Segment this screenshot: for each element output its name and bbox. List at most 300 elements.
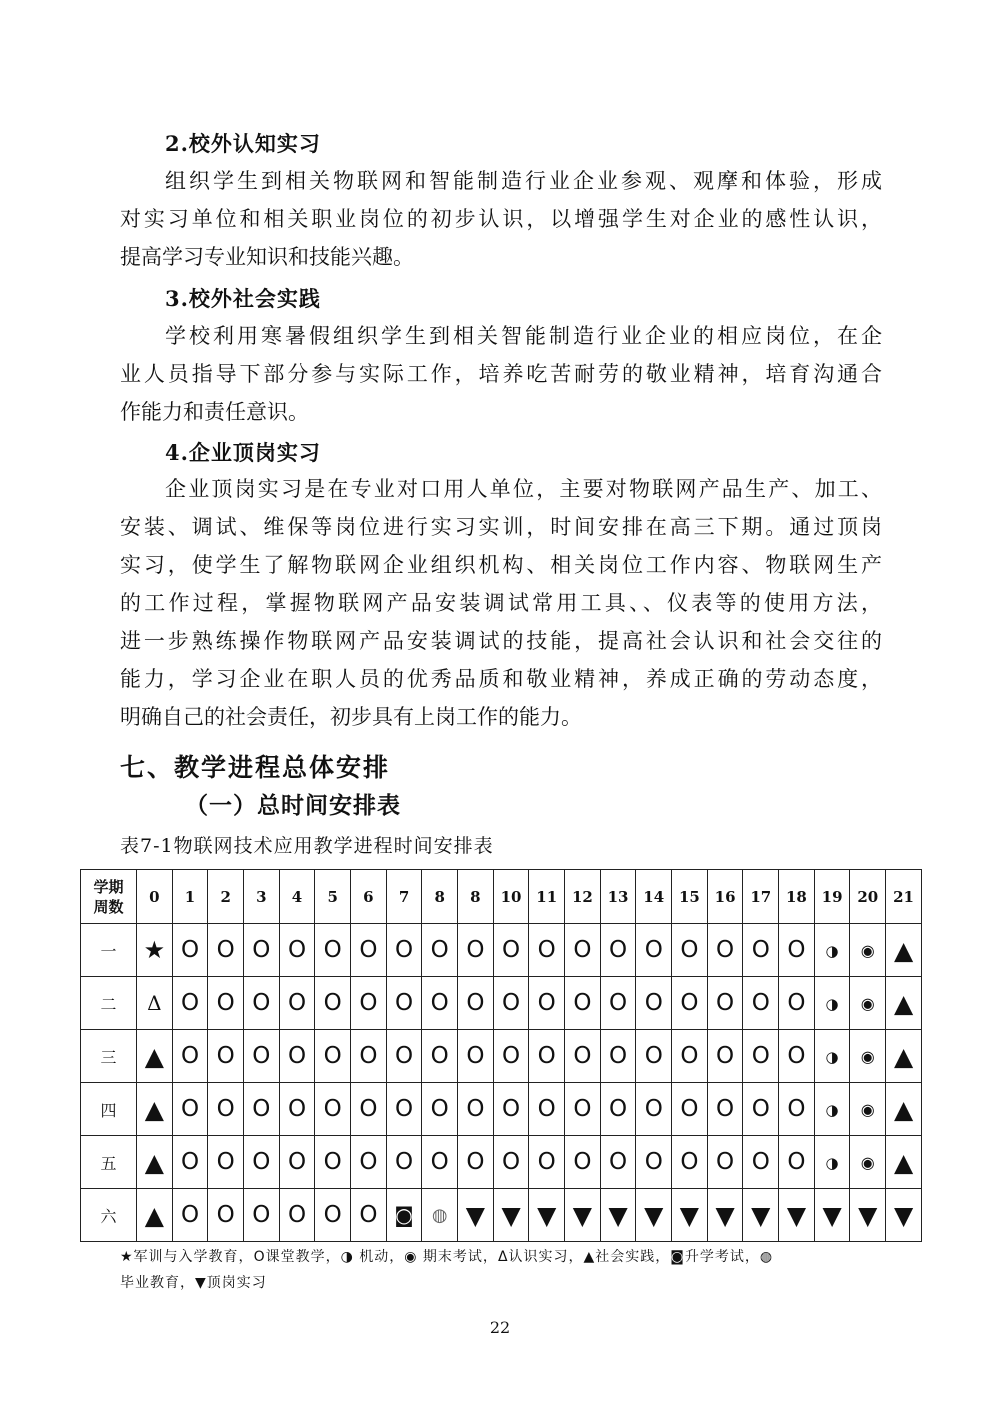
lesson-circle-icon: O xyxy=(287,1096,307,1122)
lesson-circle-icon: O xyxy=(502,990,521,1016)
schedule-cell xyxy=(493,977,529,1030)
lesson-circle-icon: O xyxy=(394,937,414,963)
schedule-cell xyxy=(672,977,708,1030)
week-header-cell: 6 xyxy=(351,870,387,924)
schedule-cell xyxy=(458,1083,494,1136)
lesson-circle-icon: O xyxy=(502,1043,521,1069)
lesson-circle-icon: O xyxy=(644,990,663,1016)
lesson-circle-icon: O xyxy=(394,990,414,1016)
schedule-cell xyxy=(244,1136,280,1189)
lesson-circle-icon: O xyxy=(430,1149,449,1175)
schedule-cell xyxy=(600,977,636,1030)
schedule-cell xyxy=(707,924,743,977)
lesson-circle-icon: O xyxy=(323,937,342,963)
week-header-cell: 13 xyxy=(600,870,636,924)
term-label-cell: 四 xyxy=(81,1083,137,1136)
paragraph-line: 进一步熟练操作物联网产品安装调试的技能，提高社会认识和社会交往的 xyxy=(120,629,882,653)
schedule-cell xyxy=(886,1136,922,1189)
schedule-cell xyxy=(244,1030,280,1083)
lesson-circle-icon: O xyxy=(609,1096,628,1122)
lesson-circle-icon: O xyxy=(716,937,735,963)
schedule-cell xyxy=(814,1189,850,1242)
schedule-cell xyxy=(244,924,280,977)
schedule-cell xyxy=(351,1083,387,1136)
schedule-cell xyxy=(672,1136,708,1189)
table-legend xyxy=(120,1244,890,1296)
lesson-circle-icon: O xyxy=(430,937,449,963)
down-triangle-icon: ▼ xyxy=(858,1200,878,1230)
schedule-cell xyxy=(529,1030,565,1083)
schedule-cell xyxy=(315,1189,351,1242)
lesson-circle-icon: O xyxy=(359,937,378,963)
down-triangle-icon: ▼ xyxy=(751,1200,771,1230)
week-header-cell: 8 xyxy=(458,870,494,924)
table-row xyxy=(81,1189,922,1242)
table-row xyxy=(81,1136,922,1189)
lesson-circle-icon: O xyxy=(787,937,806,963)
lesson-circle-icon: O xyxy=(609,1149,628,1175)
schedule-cell xyxy=(779,1136,815,1189)
schedule-cell xyxy=(779,977,815,1030)
lesson-circle-icon: O xyxy=(751,1096,770,1122)
schedule-cell xyxy=(244,1189,280,1242)
schedule-cell xyxy=(315,977,351,1030)
half-circle-icon: ◑ xyxy=(825,1100,839,1119)
legend-item: ◙升学考试， xyxy=(670,1249,760,1265)
schedule-cell xyxy=(707,1083,743,1136)
schedule-cell xyxy=(743,1030,779,1083)
schedule-cell xyxy=(386,1136,422,1189)
schedule-cell xyxy=(850,1030,886,1083)
lesson-circle-icon: O xyxy=(252,1202,271,1228)
schedule-cell xyxy=(814,1083,850,1136)
week-header-cell: 10 xyxy=(493,870,529,924)
schedule-cell xyxy=(814,1136,850,1189)
schedule-cell xyxy=(850,1083,886,1136)
lesson-circle-icon: O xyxy=(716,1043,735,1069)
week-header-cell: 4 xyxy=(279,870,315,924)
lesson-circle-icon: O xyxy=(466,1043,485,1069)
schedule-cell xyxy=(707,1189,743,1242)
week-header-cell: 1 xyxy=(172,870,208,924)
schedule-cell xyxy=(600,1083,636,1136)
schedule-cell xyxy=(886,1030,922,1083)
legend-item: ◍ xyxy=(759,1249,774,1265)
schedule-cell xyxy=(386,977,422,1030)
legend-item: ◉ 期末考试， xyxy=(404,1249,498,1265)
lesson-circle-icon: O xyxy=(323,1149,342,1175)
lesson-circle-icon: O xyxy=(573,990,592,1016)
lesson-circle-icon: O xyxy=(216,1043,235,1069)
schedule-cell xyxy=(172,1083,208,1136)
schedule-cell xyxy=(386,1189,422,1242)
fisheye-icon: ◉ xyxy=(860,993,875,1013)
lesson-circle-icon: O xyxy=(466,990,485,1016)
week-header-cell: 15 xyxy=(672,870,708,924)
schedule-cell xyxy=(672,1189,708,1242)
lesson-circle-icon: O xyxy=(216,1149,235,1175)
lesson-circle-icon: O xyxy=(751,990,770,1016)
week-header-cell: 18 xyxy=(779,870,815,924)
schedule-cell xyxy=(493,924,529,977)
lesson-circle-icon: O xyxy=(252,1096,271,1122)
table-row xyxy=(81,977,922,1030)
schedule-cell xyxy=(707,1136,743,1189)
lesson-circle-icon: O xyxy=(359,1096,378,1122)
half-circle-icon: ◑ xyxy=(825,1047,839,1066)
lesson-circle-icon: O xyxy=(537,1096,556,1122)
paragraph-line: 能力，学习企业在职人员的优秀品质和敬业精神，养成正确的劳动态度， xyxy=(120,667,882,691)
delta-icon: Δ xyxy=(147,991,162,1015)
lesson-circle-icon: O xyxy=(394,1096,414,1122)
lesson-circle-icon: O xyxy=(430,1096,449,1122)
paragraph-line: 作能力和责任意识。 xyxy=(120,400,309,424)
schedule-cell xyxy=(850,1189,886,1242)
down-triangle-icon: ▼ xyxy=(679,1200,700,1230)
schedule-cell xyxy=(279,1189,315,1242)
schedule-cell xyxy=(422,1189,458,1242)
schedule-cell xyxy=(600,924,636,977)
lesson-circle-icon: O xyxy=(430,1043,449,1069)
paragraph-line: 组织学生到相关物联网和智能制造行业企业参观、观摩和体验，形成 xyxy=(165,169,882,193)
schedule-cell xyxy=(565,1136,601,1189)
schedule-cell xyxy=(351,924,387,977)
schedule-cell xyxy=(315,1136,351,1189)
lesson-circle-icon: O xyxy=(359,1149,378,1175)
lesson-circle-icon: O xyxy=(180,1096,200,1122)
schedule-cell xyxy=(386,924,422,977)
up-triangle-icon: ▲ xyxy=(893,1094,914,1124)
lesson-circle-icon: O xyxy=(359,990,378,1016)
schedule-cell xyxy=(493,1083,529,1136)
week-header-cell: 3 xyxy=(244,870,280,924)
schedule-cell xyxy=(315,1030,351,1083)
fisheye-icon: ◉ xyxy=(860,1152,875,1172)
schedule-cell xyxy=(636,1189,672,1242)
week-header-cell: 7 xyxy=(386,870,422,924)
term-label-cell: 五 xyxy=(81,1136,137,1189)
fisheye-icon: ◉ xyxy=(860,1099,875,1119)
down-triangle-icon: ▼ xyxy=(893,1200,914,1230)
schedule-cell xyxy=(529,924,565,977)
up-triangle-icon: ▲ xyxy=(893,1147,914,1177)
lesson-circle-icon: O xyxy=(180,1202,200,1228)
schedule-cell xyxy=(137,924,173,977)
week-header-cell: 19 xyxy=(814,870,850,924)
lesson-circle-icon: O xyxy=(216,990,235,1016)
schedule-cell xyxy=(137,1083,173,1136)
section-heading-2: 2.校外认知实习 xyxy=(165,131,321,156)
schedule-cell xyxy=(565,977,601,1030)
section-2-paragraph xyxy=(120,162,882,276)
hatched-circle-icon: ◍ xyxy=(431,1204,448,1226)
legend-item: Δ认识实习， xyxy=(497,1249,584,1265)
corner-term-label: 学期 xyxy=(93,877,124,896)
star-icon: ★ xyxy=(143,936,166,964)
lesson-circle-icon: O xyxy=(609,937,628,963)
schedule-cell xyxy=(886,977,922,1030)
schedule-cell xyxy=(636,1083,672,1136)
legend-item: ◑ 机动， xyxy=(340,1249,405,1265)
schedule-cell xyxy=(565,924,601,977)
term-label-cell: 二 xyxy=(81,977,137,1030)
lesson-circle-icon: O xyxy=(787,1043,806,1069)
lesson-circle-icon: O xyxy=(573,1043,592,1069)
paragraph-line: 明确自己的社会责任，初步具有上岗工作的能力。 xyxy=(120,705,582,729)
schedule-cell xyxy=(600,1189,636,1242)
schedule-cell xyxy=(315,1083,351,1136)
legend-line xyxy=(120,1270,890,1296)
schedule-cell xyxy=(672,1083,708,1136)
legend-item: 毕业教育， xyxy=(120,1275,195,1291)
lesson-circle-icon: O xyxy=(359,1202,378,1228)
schedule-cell xyxy=(707,1030,743,1083)
lesson-circle-icon: O xyxy=(609,990,628,1016)
schedule-cell xyxy=(422,1136,458,1189)
down-triangle-icon: ▼ xyxy=(572,1200,593,1230)
schedule-cell xyxy=(351,1189,387,1242)
lesson-circle-icon: O xyxy=(394,1149,414,1175)
section-3-paragraph xyxy=(120,317,882,431)
schedule-cell xyxy=(529,1083,565,1136)
schedule-cell xyxy=(422,924,458,977)
lesson-circle-icon: O xyxy=(680,1043,699,1069)
schedule-cell xyxy=(244,1083,280,1136)
legend-item: ▼顶岗实习 xyxy=(195,1275,267,1291)
lesson-circle-icon: O xyxy=(252,1043,271,1069)
corner-week-label: 周数 xyxy=(93,897,124,916)
paragraph-line: 的工作过程，掌握物联网产品安装调试常用工具、、仪表等的使用方法， xyxy=(120,591,882,615)
lesson-circle-icon: O xyxy=(716,1149,735,1175)
schedule-cell xyxy=(137,1030,173,1083)
schedule-cell xyxy=(600,1030,636,1083)
schedule-cell xyxy=(493,1189,529,1242)
paragraph-line: 对实习单位和相关职业岗位的初步认识，以增强学生对企业的感性认识， xyxy=(120,207,882,231)
week-header-cell: 21 xyxy=(886,870,922,924)
schedule-cell xyxy=(208,1030,244,1083)
lesson-circle-icon: O xyxy=(252,937,271,963)
lesson-circle-icon: O xyxy=(537,1043,556,1069)
schedule-cell xyxy=(279,924,315,977)
lesson-circle-icon: O xyxy=(394,1043,414,1069)
paragraph-line: 学校利用寒暑假组织学生到相关智能制造行业企业的相应岗位，在企 xyxy=(165,324,882,348)
down-triangle-icon: ▼ xyxy=(715,1200,735,1230)
down-triangle-icon: ▼ xyxy=(786,1200,807,1230)
down-triangle-icon: ▼ xyxy=(644,1200,664,1230)
schedule-cell xyxy=(850,977,886,1030)
schedule-cell xyxy=(208,924,244,977)
schedule-cell xyxy=(351,1136,387,1189)
schedule-cell xyxy=(779,1030,815,1083)
schedule-cell xyxy=(493,1136,529,1189)
chapter-heading: 七、教学进程总体安排 xyxy=(120,753,391,782)
lesson-circle-icon: O xyxy=(716,1096,735,1122)
fisheye-icon: ◉ xyxy=(860,1046,875,1066)
table-row xyxy=(81,1030,922,1083)
lesson-circle-icon: O xyxy=(287,937,307,963)
schedule-cell xyxy=(244,977,280,1030)
schedule-cell xyxy=(208,977,244,1030)
schedule-cell xyxy=(458,1189,494,1242)
term-label-cell: 六 xyxy=(81,1189,137,1242)
schedule-cell xyxy=(422,1083,458,1136)
lesson-circle-icon: O xyxy=(573,1149,592,1175)
lesson-circle-icon: O xyxy=(287,1149,307,1175)
paragraph-line: 业人员指导下部分参与实际工作，培养吃苦耐劳的敬业精神，培育沟通合 xyxy=(120,362,882,386)
lesson-circle-icon: O xyxy=(216,937,235,963)
table-row xyxy=(81,1083,922,1136)
lesson-circle-icon: O xyxy=(644,937,663,963)
lesson-circle-icon: O xyxy=(787,1149,806,1175)
schedule-cell xyxy=(565,1030,601,1083)
section-heading-3: 3.校外社会实践 xyxy=(165,286,321,311)
down-triangle-icon: ▼ xyxy=(822,1200,842,1230)
schedule-cell xyxy=(351,977,387,1030)
schedule-cell xyxy=(565,1189,601,1242)
lesson-circle-icon: O xyxy=(287,1202,307,1228)
schedule-cell xyxy=(172,977,208,1030)
schedule-cell xyxy=(458,1030,494,1083)
schedule-cell xyxy=(279,977,315,1030)
lesson-circle-icon: O xyxy=(466,1096,485,1122)
lesson-circle-icon: O xyxy=(287,990,307,1016)
lesson-circle-icon: O xyxy=(751,1149,770,1175)
schedule-cell xyxy=(529,1136,565,1189)
lesson-circle-icon: O xyxy=(323,990,342,1016)
week-header-cell: 5 xyxy=(315,870,351,924)
lesson-circle-icon: O xyxy=(502,1149,521,1175)
lesson-circle-icon: O xyxy=(644,1149,663,1175)
schedule-cell xyxy=(458,977,494,1030)
lesson-circle-icon: O xyxy=(466,1149,485,1175)
schedule-cell xyxy=(814,924,850,977)
lesson-circle-icon: O xyxy=(537,990,556,1016)
lesson-circle-icon: O xyxy=(751,937,770,963)
lesson-circle-icon: O xyxy=(216,1202,235,1228)
lesson-circle-icon: O xyxy=(787,990,806,1016)
lesson-circle-icon: O xyxy=(180,990,200,1016)
week-header-cell: 17 xyxy=(743,870,779,924)
schedule-cell xyxy=(814,977,850,1030)
up-triangle-icon: ▲ xyxy=(144,1094,164,1124)
lesson-circle-icon: O xyxy=(180,1043,200,1069)
schedule-cell xyxy=(458,924,494,977)
up-triangle-icon: ▲ xyxy=(144,1200,164,1230)
fisheye-icon: ◉ xyxy=(860,940,875,960)
up-triangle-icon: ▲ xyxy=(144,1147,164,1177)
schedule-cell xyxy=(529,977,565,1030)
table-caption: 表7-1物联网技术应用教学进程时间安排表 xyxy=(120,835,494,857)
paragraph-line: 提高学习专业知识和技能兴趣。 xyxy=(120,245,414,269)
schedule-cell xyxy=(172,1189,208,1242)
lesson-circle-icon: O xyxy=(502,937,521,963)
legend-item: ▲社会实践， xyxy=(583,1249,671,1265)
up-triangle-icon: ▲ xyxy=(893,935,914,965)
schedule-cell xyxy=(137,1136,173,1189)
lesson-circle-icon: O xyxy=(252,990,271,1016)
paragraph-line: 企业顶岗实习是在专业对口用人单位，主要对物联网产品生产、加工、 xyxy=(165,477,882,501)
schedule-cell xyxy=(779,1083,815,1136)
lesson-circle-icon: O xyxy=(787,1096,806,1122)
week-header-cell: 16 xyxy=(707,870,743,924)
schedule-cell xyxy=(279,1030,315,1083)
up-triangle-icon: ▲ xyxy=(893,988,914,1018)
schedule-cell xyxy=(743,977,779,1030)
paragraph-line: 安装、调试、维保等岗位进行实习实训，时间安排在高三下期。通过顶岗 xyxy=(120,515,882,539)
lesson-circle-icon: O xyxy=(644,1043,663,1069)
legend-item: O课堂教学， xyxy=(253,1249,341,1265)
schedule-cell xyxy=(315,924,351,977)
schedule-cell xyxy=(351,1030,387,1083)
schedule-cell xyxy=(137,977,173,1030)
schedule-cell xyxy=(636,1030,672,1083)
term-label-cell: 三 xyxy=(81,1030,137,1083)
schedule-cell xyxy=(743,1083,779,1136)
lesson-circle-icon: O xyxy=(323,1043,342,1069)
schedule-cell xyxy=(814,1030,850,1083)
table-corner-header xyxy=(81,870,137,924)
schedule-cell xyxy=(422,977,458,1030)
lesson-circle-icon: O xyxy=(680,1149,699,1175)
section-heading-4: 4.企业顶岗实习 xyxy=(165,440,321,465)
half-circle-icon: ◑ xyxy=(825,1153,839,1172)
down-triangle-icon: ▼ xyxy=(537,1200,557,1230)
schedule-cell xyxy=(208,1083,244,1136)
lesson-circle-icon: O xyxy=(430,990,449,1016)
schedule-cell xyxy=(386,1083,422,1136)
lesson-circle-icon: O xyxy=(323,1202,342,1228)
lesson-circle-icon: O xyxy=(466,937,485,963)
lesson-circle-icon: O xyxy=(751,1043,770,1069)
schedule-cell xyxy=(172,924,208,977)
lesson-circle-icon: O xyxy=(252,1149,271,1175)
term-label-cell: 一 xyxy=(81,924,137,977)
schedule-cell xyxy=(850,924,886,977)
schedule-cell xyxy=(386,1030,422,1083)
schedule-cell xyxy=(636,924,672,977)
up-triangle-icon: ▲ xyxy=(144,1041,164,1071)
schedule-cell xyxy=(779,1189,815,1242)
lesson-circle-icon: O xyxy=(323,1096,342,1122)
page-number: 22 xyxy=(489,1318,511,1337)
week-header-cell: 11 xyxy=(529,870,565,924)
schedule-cell xyxy=(636,977,672,1030)
schedule-cell xyxy=(672,1030,708,1083)
schedule-cell xyxy=(886,1083,922,1136)
schedule-cell xyxy=(172,1030,208,1083)
schedule-cell xyxy=(886,1189,922,1242)
down-triangle-icon: ▼ xyxy=(501,1200,521,1230)
section-4-paragraph xyxy=(120,470,882,736)
week-header-cell: 20 xyxy=(850,870,886,924)
lesson-circle-icon: O xyxy=(537,937,556,963)
schedule-table xyxy=(80,869,922,1242)
legend-line xyxy=(120,1244,890,1270)
schedule-cell xyxy=(458,1136,494,1189)
schedule-cell xyxy=(529,1189,565,1242)
schedule-cell xyxy=(279,1136,315,1189)
schedule-cell xyxy=(565,1083,601,1136)
schedule-cell xyxy=(208,1136,244,1189)
schedule-cell xyxy=(600,1136,636,1189)
schedule-cell xyxy=(279,1083,315,1136)
down-triangle-icon: ▼ xyxy=(465,1200,485,1230)
schedule-cell xyxy=(707,977,743,1030)
lesson-circle-icon: O xyxy=(573,937,592,963)
schedule-cell xyxy=(743,1189,779,1242)
lesson-circle-icon: O xyxy=(609,1043,628,1069)
lesson-circle-icon: O xyxy=(573,1096,592,1122)
